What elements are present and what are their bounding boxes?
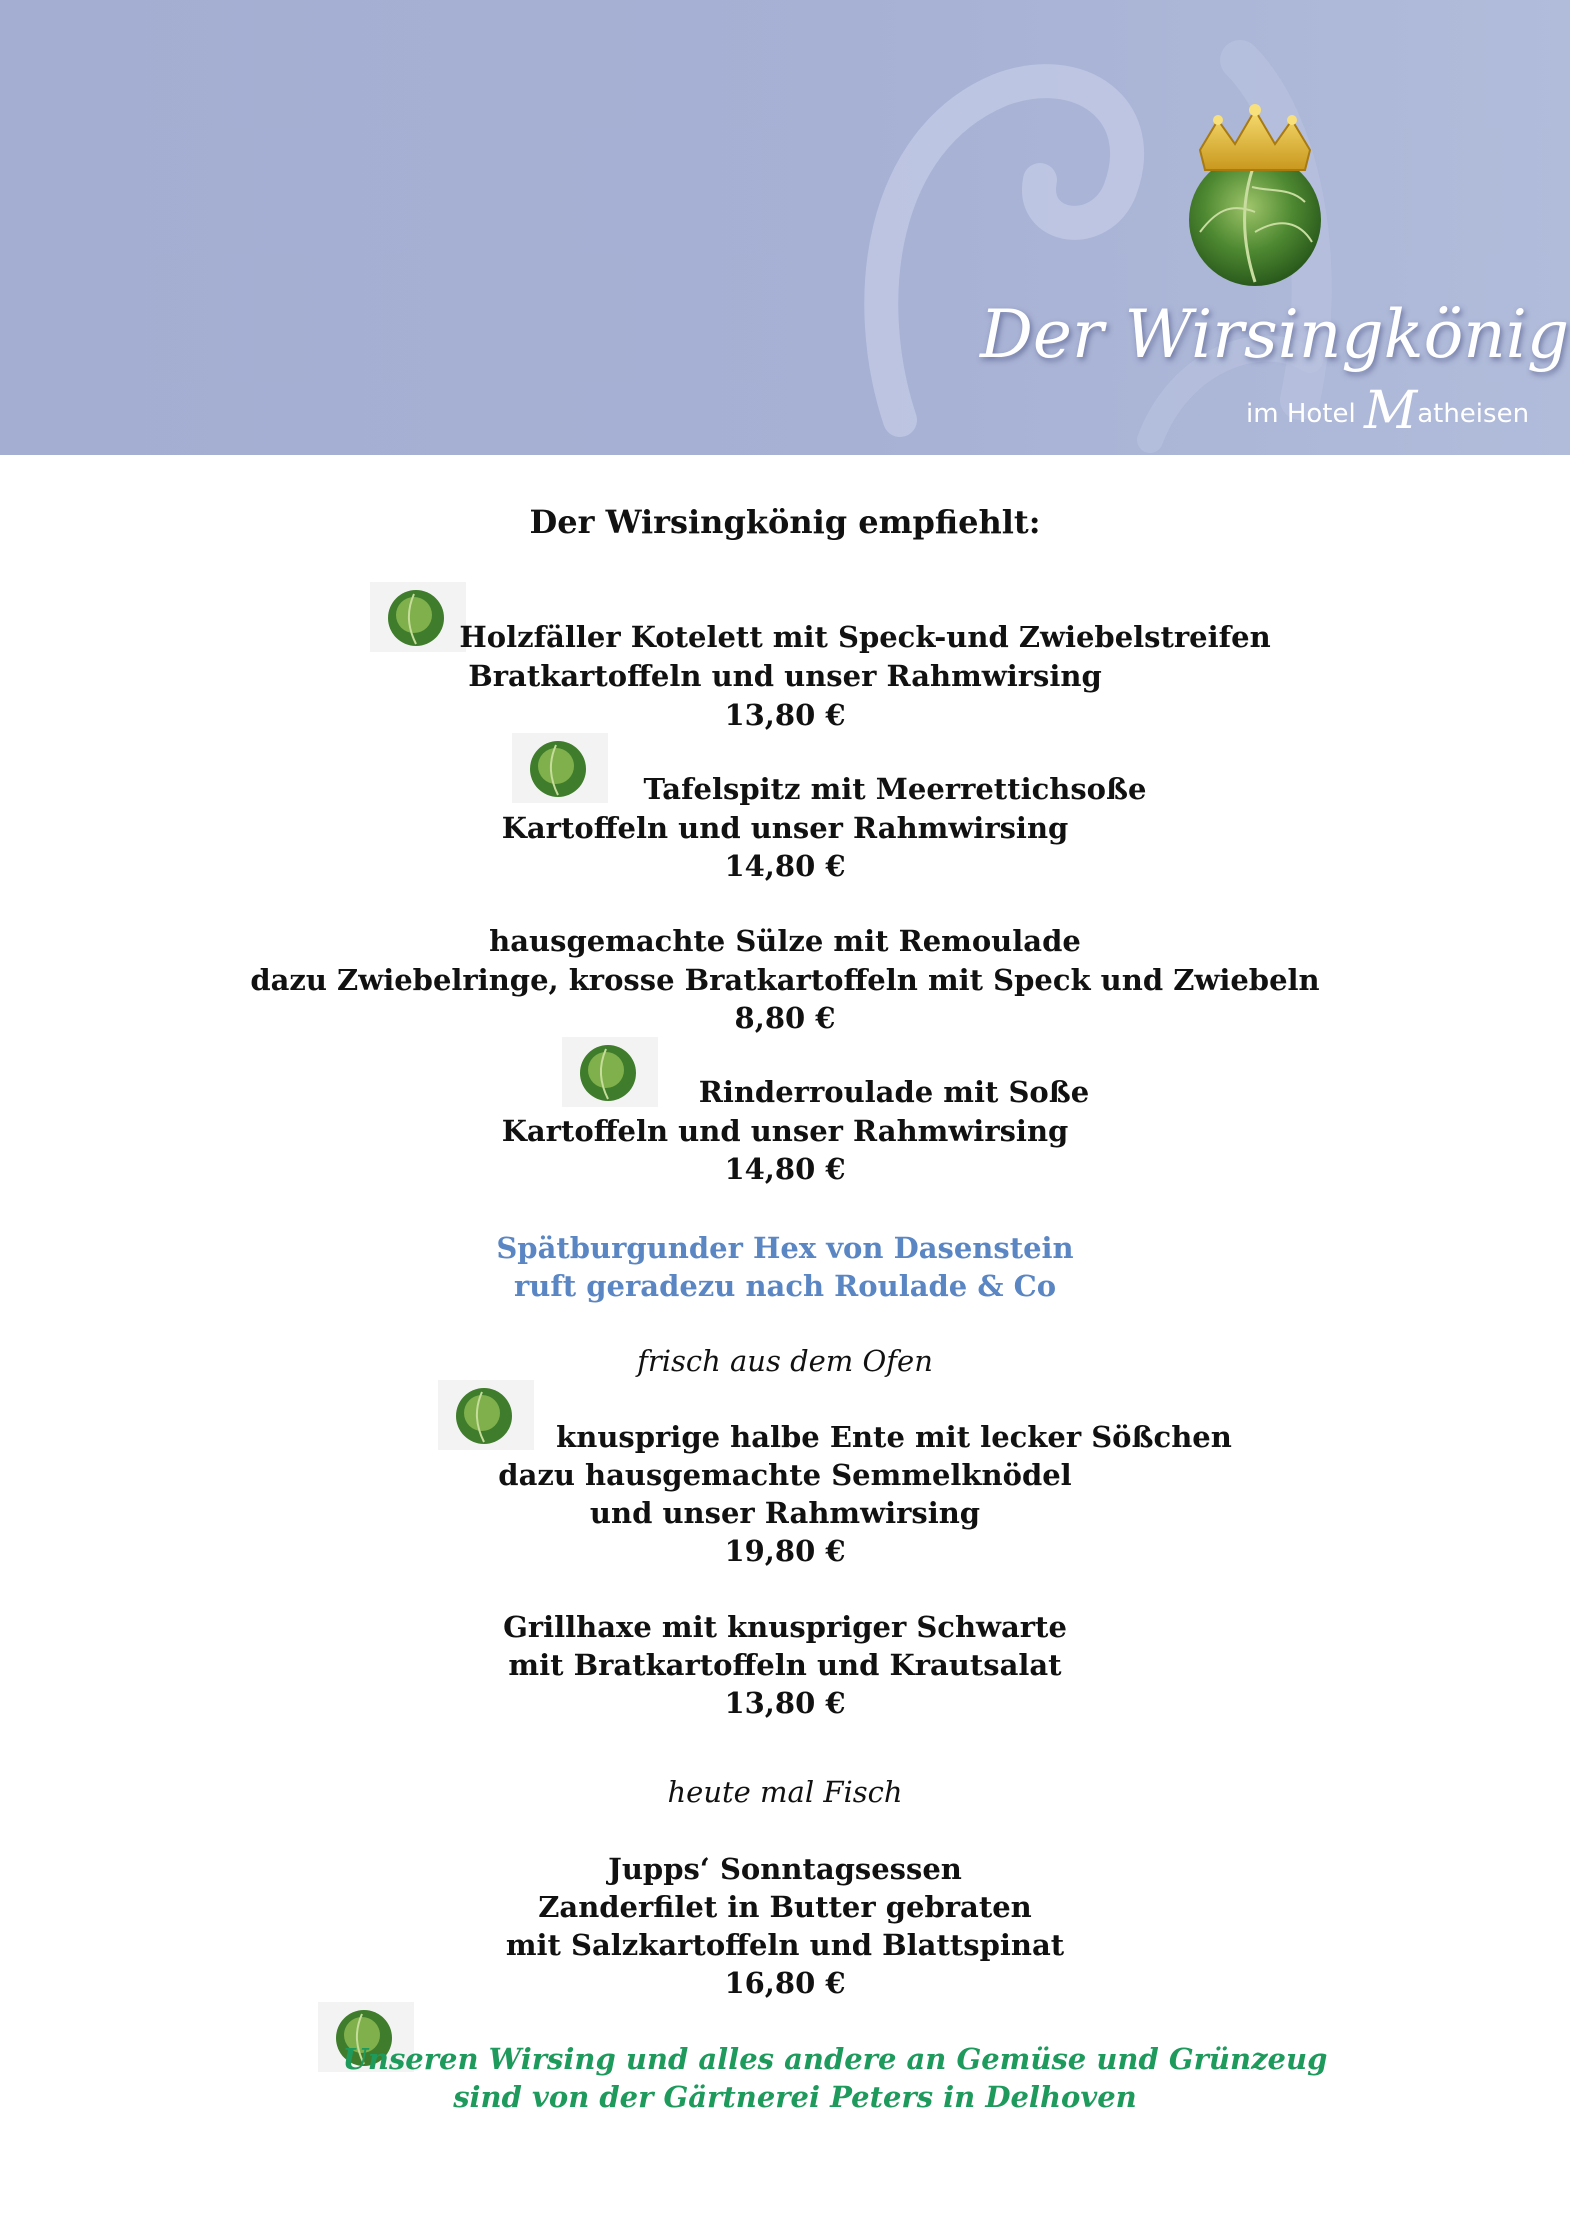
section-fish: heute mal Fisch bbox=[667, 1775, 903, 1809]
dish6-price: 13,80 € bbox=[724, 1686, 846, 1720]
section-oven: frisch aus dem Ofen bbox=[637, 1344, 933, 1378]
dish3-name: hausgemachte Sülze mit Remoulade bbox=[489, 924, 1081, 958]
dish7-name: Jupps‘ Sonntagsessen bbox=[608, 1852, 962, 1886]
dish4-sides: Kartoffeln und unser Rahmwirsing bbox=[501, 1114, 1069, 1148]
wine-line2: ruft geradezu nach Roulade & Co bbox=[513, 1269, 1057, 1303]
dish3-sides: dazu Zwiebelringe, krosse Bratkartoffeln mit Speck und Zwiebeln bbox=[250, 963, 1320, 997]
dish1-price: 13,80 € bbox=[724, 698, 846, 732]
wine-line1: Spätburgunder Hex von Dasenstein bbox=[496, 1231, 1074, 1265]
logo-sub-suffix: atheisen bbox=[1417, 399, 1530, 429]
menu-heading: Der Wirsingkönig empfiehlt: bbox=[529, 503, 1041, 541]
logo-title: Der Wirsingkönig bbox=[980, 296, 1570, 373]
dish1-sides: Bratkartoffeln und unser Rahmwirsing bbox=[468, 659, 1102, 693]
dish5-price: 19,80 € bbox=[724, 1534, 846, 1568]
dish4-price: 14,80 € bbox=[724, 1152, 846, 1186]
dish5-sides2: und unser Rahmwirsing bbox=[589, 1496, 981, 1530]
dish7-price: 16,80 € bbox=[724, 1966, 846, 2000]
footer-line2: sind von der Gärtnerei Peters in Delhoven bbox=[453, 2080, 1137, 2114]
crowned-cabbage-logo-icon bbox=[1160, 92, 1350, 292]
dish6-name: Grillhaxe mit knuspriger Schwarte bbox=[503, 1610, 1067, 1644]
dish7-sides: mit Salzkartoffeln und Blattspinat bbox=[505, 1928, 1065, 1962]
dish1-name: Holzfäller Kotelett mit Speck-und Zwiebelstreifen bbox=[459, 620, 1271, 654]
dish5-name: knusprige halbe Ente mit lecker Sößchen bbox=[556, 1420, 1232, 1454]
dish5-sides1: dazu hausgemachte Semmelknödel bbox=[498, 1458, 1072, 1492]
dish2-name: Tafelspitz mit Meerrettichsoße bbox=[643, 772, 1147, 806]
logo-sub-initial: M bbox=[1363, 381, 1418, 441]
dish2-sides: Kartoffeln und unser Rahmwirsing bbox=[501, 811, 1069, 845]
dish7-line2: Zanderfilet in Butter gebraten bbox=[538, 1890, 1032, 1924]
header-banner bbox=[0, 0, 1570, 455]
dish2-price: 14,80 € bbox=[724, 849, 846, 883]
dish4-name: Rinderroulade mit Soße bbox=[698, 1075, 1090, 1109]
footer-line1: Unseren Wirsing und alles andere an Gemüse und Grünzeug bbox=[342, 2042, 1328, 2076]
logo-sub-prefix: im Hotel bbox=[1246, 399, 1356, 429]
dish3-price: 8,80 € bbox=[734, 1001, 836, 1035]
dish6-sides: mit Bratkartoffeln und Krautsalat bbox=[508, 1648, 1062, 1682]
logo-subtitle bbox=[1246, 381, 1530, 441]
